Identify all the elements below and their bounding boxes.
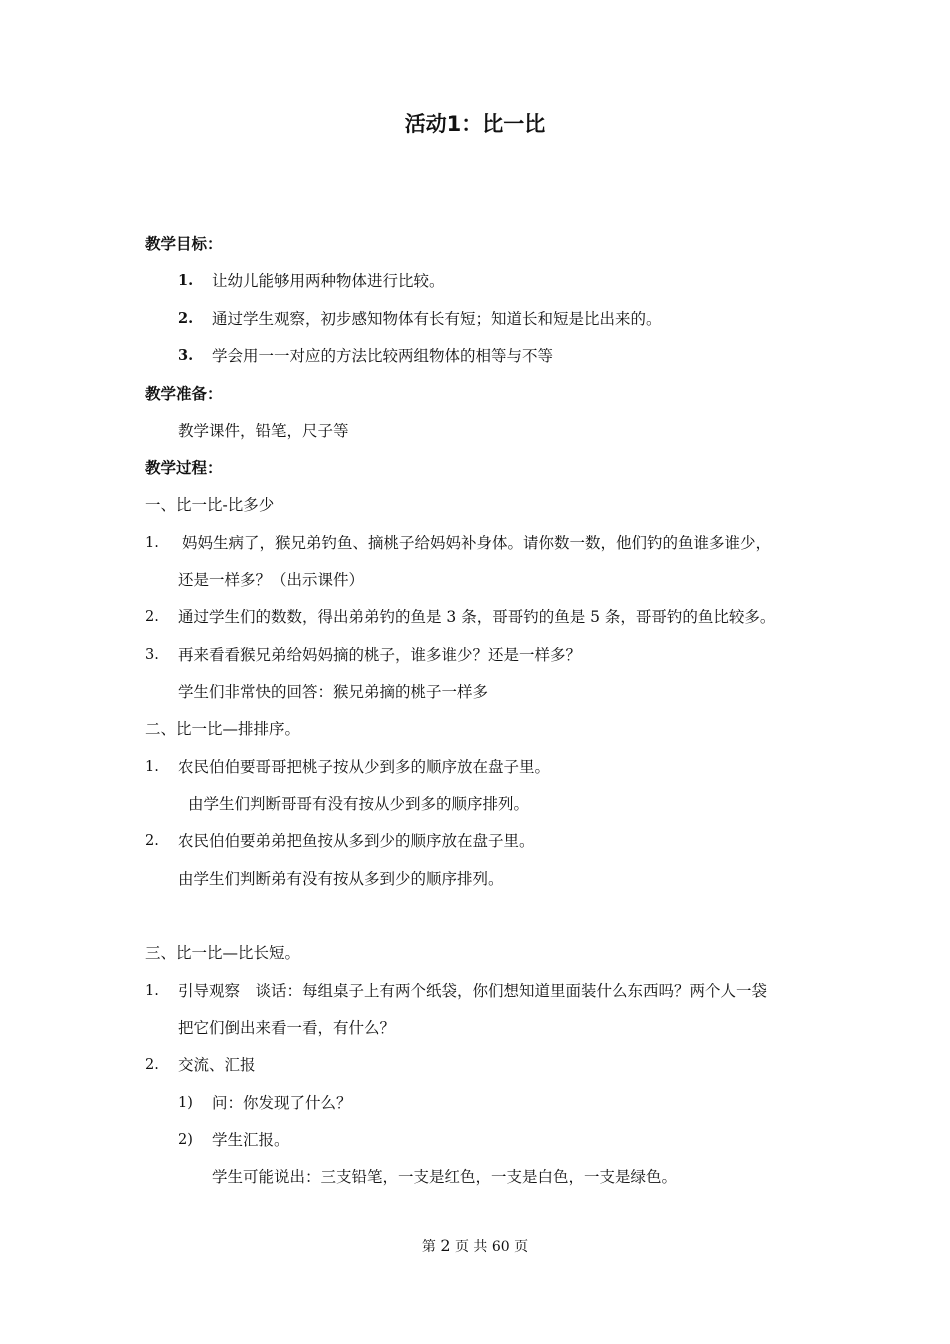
item-number: 1.: [145, 983, 159, 999]
goal-text: 学会用一一对应的方法比较两组物体的相等与不等: [212, 347, 554, 365]
prep-heading: 教学准备：: [145, 385, 223, 403]
page-footer: [0, 1236, 950, 1257]
item-text: 引导观察 谈话：每组桌子上有两个纸袋，你们想知道里面装什么东西吗？两个人一袋: [178, 982, 768, 1000]
item-number: 1.: [145, 535, 159, 551]
item-number: 1.: [145, 759, 159, 775]
subitem-text: 问：你发现了什么？: [212, 1094, 352, 1112]
item-number: 2.: [145, 1057, 159, 1073]
prep-text: 教学课件，铅笔，尺子等: [178, 422, 349, 440]
item-text: 交流、汇报: [178, 1056, 256, 1074]
item-continuation: 学生们非常快的回答：猴兄弟摘的桃子一样多: [178, 683, 489, 701]
footer-total-pages: 60: [491, 1239, 510, 1255]
item-text: 妈妈生病了，猴兄弟钓鱼、摘桃子给妈妈补身体。请你数一数，他们钓的鱼谁多谁少，: [182, 534, 772, 552]
goals-heading: 教学目标：: [145, 235, 223, 253]
section-title: 一、比一比-比多少: [145, 496, 275, 514]
goal-text: 让幼儿能够用两种物体进行比较。: [212, 272, 445, 290]
item-number: 2.: [145, 833, 159, 849]
item-continuation: 把它们倒出来看一看，有什么？: [178, 1019, 396, 1037]
item-text: 农民伯伯要哥哥把桃子按从少到多的顺序放在盘子里。: [178, 758, 551, 776]
subitem-continuation: 学生可能说出：三支铅笔，一支是红色，一支是白色，一支是绿色。: [212, 1168, 678, 1186]
subitem-number: 2): [178, 1132, 193, 1148]
goal-number: 1.: [178, 272, 194, 289]
page-title: 活动1：比一比: [404, 112, 546, 136]
item-number: 3.: [145, 647, 159, 663]
item-continuation: 由学生们判断弟有没有按从多到少的顺序排列。: [178, 870, 504, 888]
subitem-text: 学生汇报。: [212, 1131, 290, 1149]
footer-middle: 页 共: [454, 1239, 488, 1255]
footer-suffix: 页: [514, 1239, 529, 1255]
goal-number: 3.: [178, 347, 194, 364]
footer-prefix: 第: [421, 1239, 436, 1255]
item-continuation: 还是一样多？（出示课件）: [178, 571, 365, 589]
goal-text: 通过学生观察，初步感知物体有长有短；知道长和短是比出来的。: [212, 310, 662, 328]
item-number: 2.: [145, 609, 159, 625]
item-text: 通过学生们的数数，得出弟弟钓的鱼是 3 条，哥哥钓的鱼是 5 条，哥哥钓的鱼比较多。: [178, 608, 776, 626]
item-continuation: 由学生们判断哥哥有没有按从少到多的顺序排列。: [188, 795, 530, 813]
item-text: 农民伯伯要弟弟把鱼按从多到少的顺序放在盘子里。: [178, 832, 535, 850]
section-title: 二、比一比—排排序。: [145, 720, 301, 738]
item-text: 再来看看猴兄弟给妈妈摘的桃子，谁多谁少？还是一样多？: [178, 646, 582, 664]
section-title: 三、比一比—比长短。: [145, 944, 301, 962]
footer-page-number: 2: [440, 1236, 451, 1255]
subitem-number: 1): [178, 1095, 193, 1111]
goal-number: 2.: [178, 310, 194, 327]
process-heading: 教学过程：: [145, 459, 223, 477]
